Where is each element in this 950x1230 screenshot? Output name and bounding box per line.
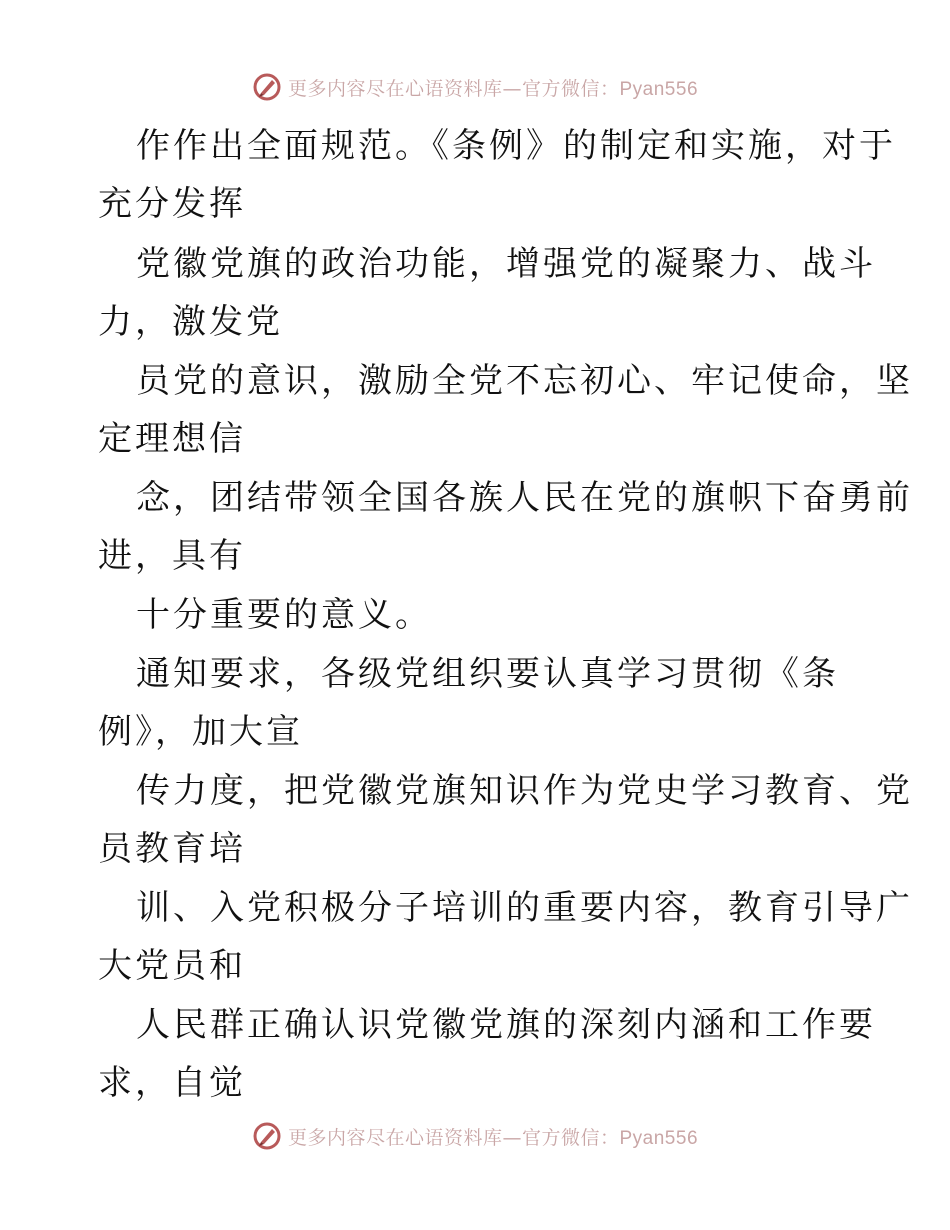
paragraph-line: 通知要求，各级党组织要认真学习贯彻《条 (136, 654, 839, 694)
paragraph-line: 训、入党积极分子培训的重要内容，教育引导广 (136, 888, 913, 928)
paragraph-line: 进，具有 (98, 536, 246, 576)
paragraph-line: 党徽党旗的政治功能，增强党的凝聚力、战斗 (136, 244, 876, 284)
header-watermark (0, 72, 950, 102)
paragraph-line: 员党的意识，激励全党不忘初心、牢记使命，坚 (136, 361, 913, 401)
paragraph-line: 力，激发党 (98, 302, 283, 342)
paragraph-line: 定理想信 (98, 419, 246, 459)
paragraph-line: 例》，加大宣 (98, 712, 303, 752)
pen-logo-icon (252, 72, 282, 102)
pen-logo-icon (252, 1121, 282, 1151)
paragraph-line: 传力度，把党徽党旗知识作为党史学习教育、党 (136, 771, 913, 811)
paragraph-line: 念，团结带领全国各族人民在党的旗帜下奋勇前 (136, 478, 913, 518)
paragraph-line: 员教育培 (98, 829, 246, 869)
paragraph-line: 充分发挥 (98, 184, 246, 224)
watermark-text: 更多内容尽在心语资料库—官方微信：Pyan556 (287, 1126, 699, 1149)
paragraph-line: 十分重要的意义。 (136, 595, 432, 635)
watermark-wechat-id: Pyan556 (619, 78, 699, 100)
footer-watermark (0, 1121, 950, 1151)
paragraph-line: 作作出全面规范。《条例》的制定和实施，对于 (136, 126, 896, 166)
paragraph-line: 求，自觉 (98, 1063, 246, 1103)
watermark-wechat-id: Pyan556 (619, 1127, 699, 1149)
paragraph-line: 人民群正确认识党徽党旗的深刻内涵和工作要 (136, 1005, 876, 1045)
paragraph-line: 大党员和 (98, 946, 246, 986)
watermark-text: 更多内容尽在心语资料库—官方微信：Pyan556 (287, 77, 699, 100)
